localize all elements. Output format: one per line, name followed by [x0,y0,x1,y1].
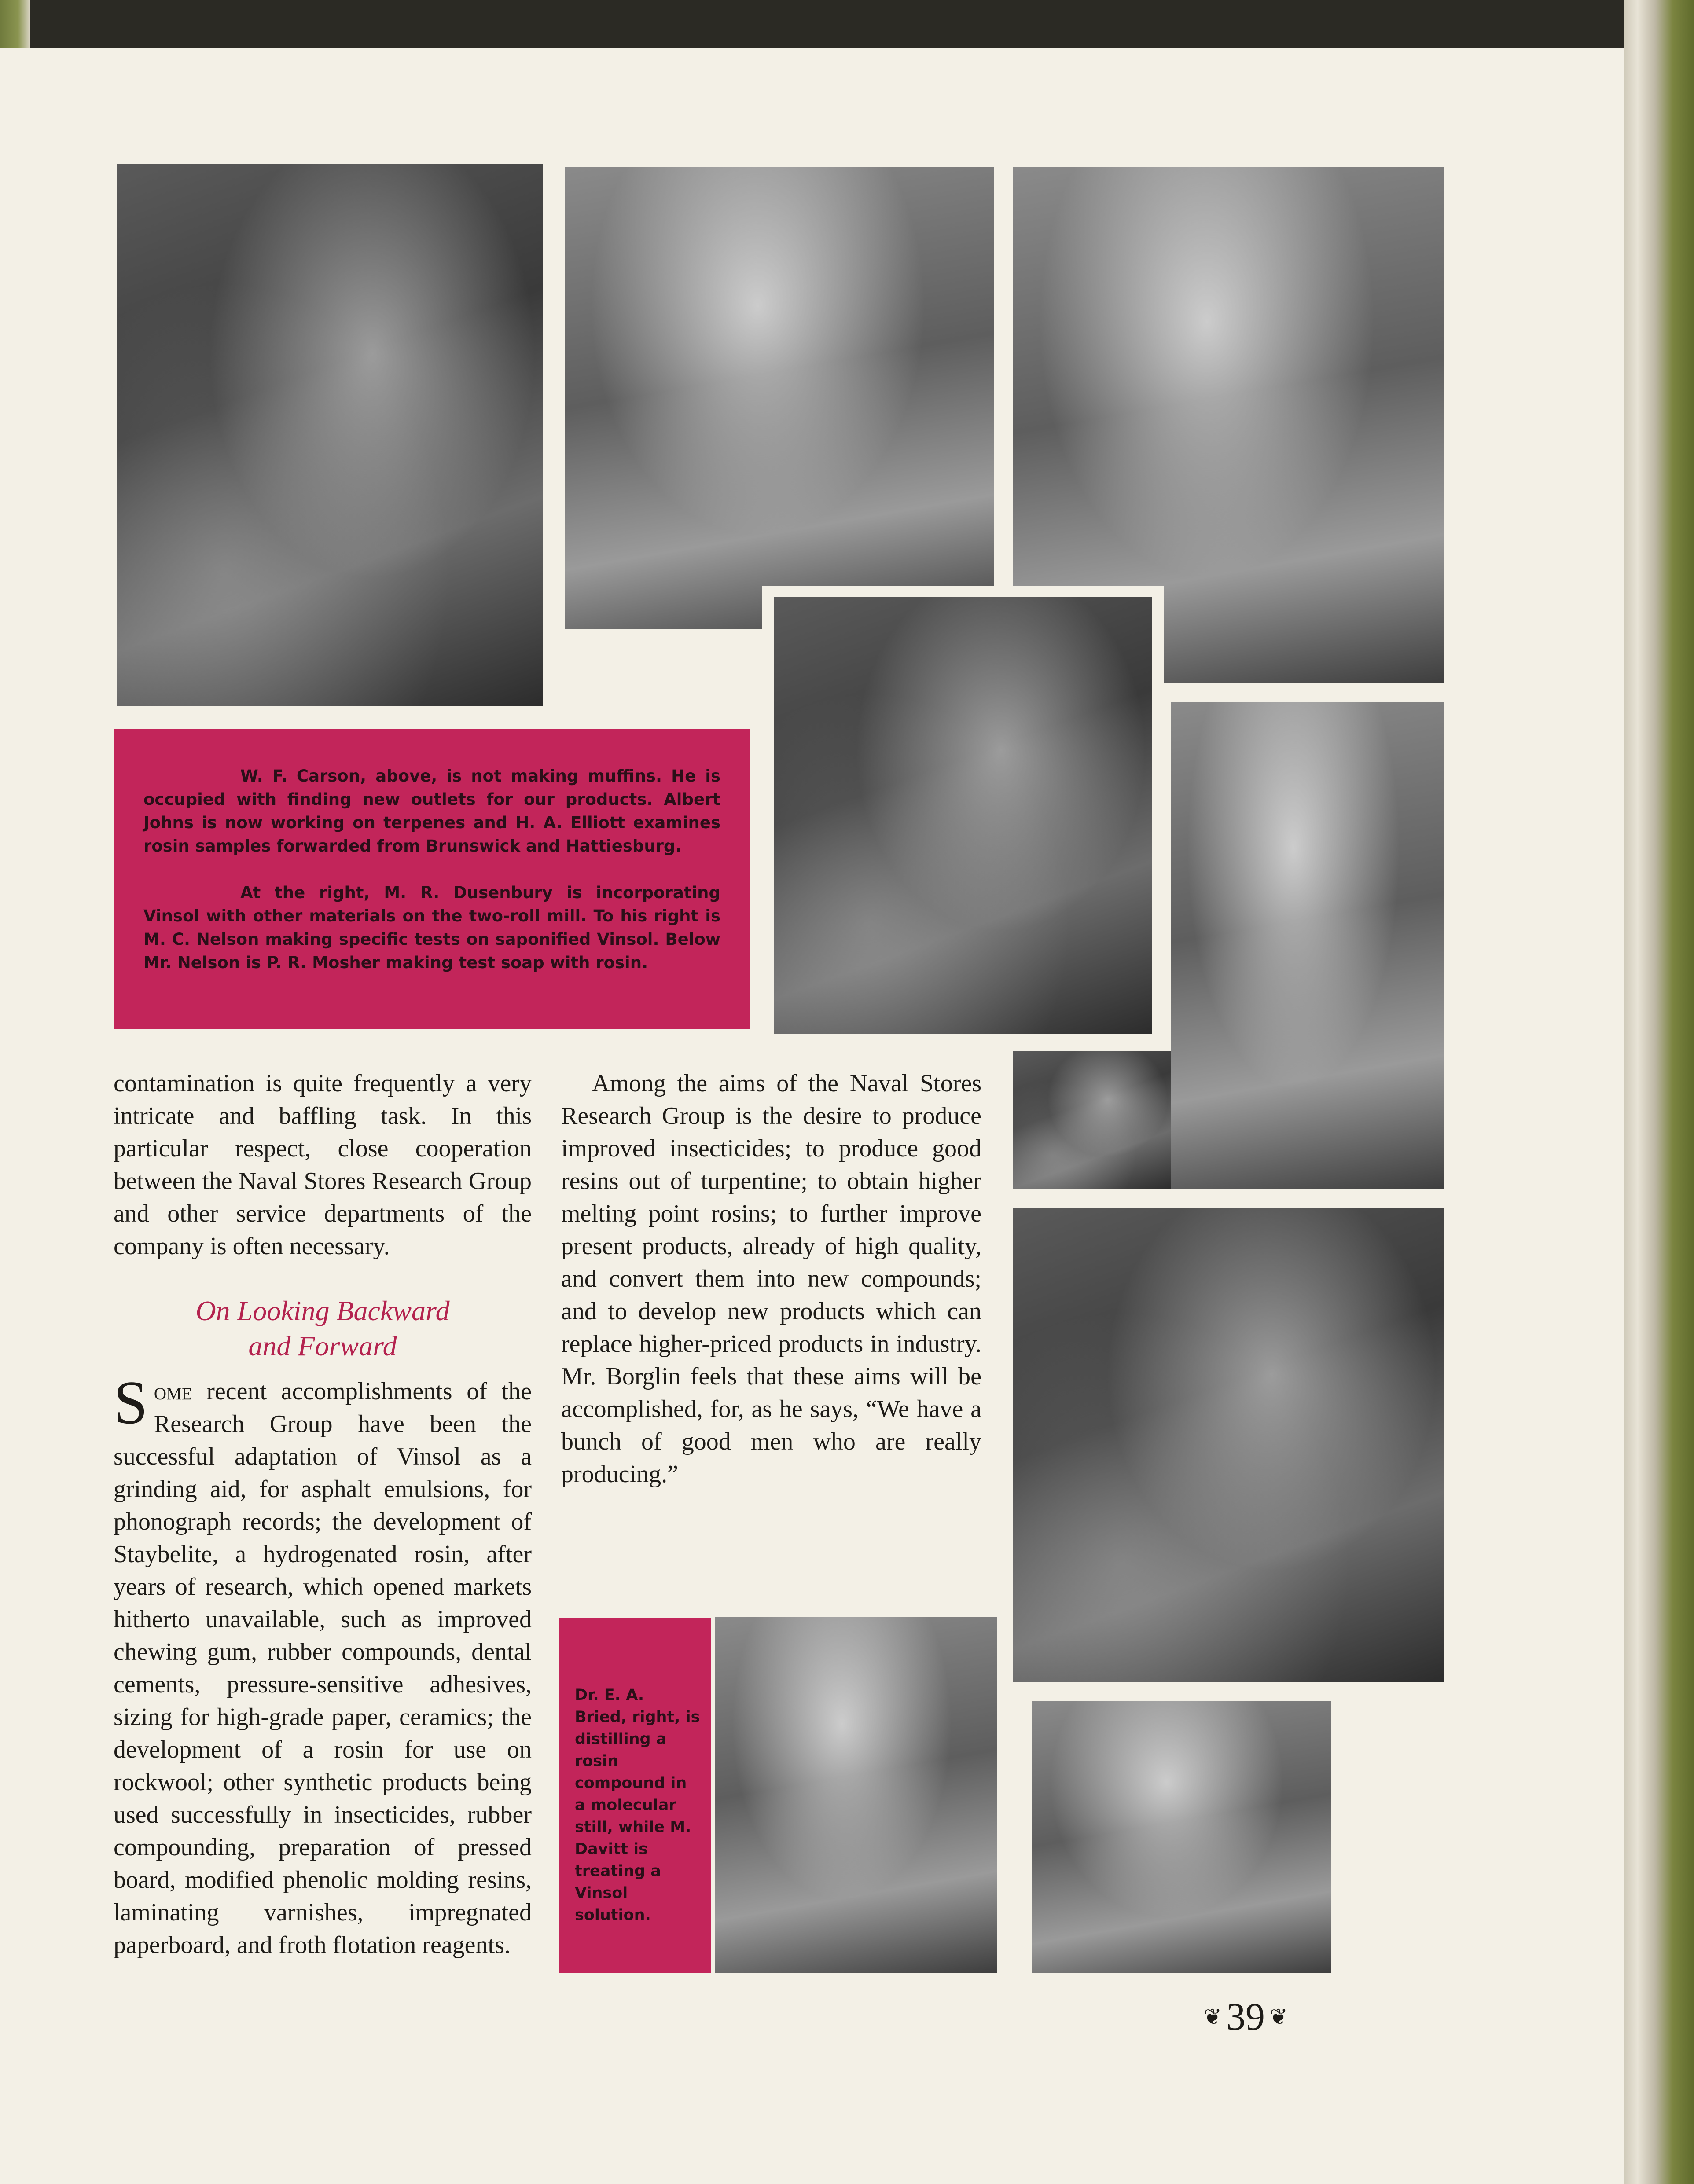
section-heading-line-1: On Looking Backward [195,1295,450,1326]
book-cover-right-edge [1624,0,1694,2184]
drop-cap: S [114,1369,148,1437]
caption-box-bottom [559,1618,711,1973]
caption-box-top [114,729,750,1029]
leaf-ornament-left-icon: ❦ [1203,2004,1222,2029]
photo-johns-glassware [565,167,994,629]
caption-top-paragraph-2: At the right, M. R. Dusenbury is incorporating Vinsol with other materials on the two-roll mill. To his right is M. C. Nelson making specific tests on saponified Vinsol. Below Mr. Nelson is P. R. Mosher making test soap with rosin. [143,883,720,972]
article-body-paragraph [114,1369,532,1961]
article-opening-paragraph: contamination is quite frequently a very intricate and baffling task. In this particular respect, close cooperation between the Naval Stores Research Group and other service departments of the company is often necessary. [114,1070,532,1260]
article-left-column [114,1067,532,1961]
page-number-footer [1175,1993,1316,2041]
section-heading-line-2: and Forward [248,1330,397,1362]
article-right-column [561,1067,981,1490]
caption-top-paragraph-1: W. F. Carson, above, is not making muffins. He is occupied with finding new outlets for our products. Albert Johns is now working on terpenes and H. A. Elliott examines rosin samples forwarded from Brunswick and Hattiesburg. [143,767,720,855]
section-heading [114,1293,532,1364]
photo-dusenbury-two-roll-mill [774,597,1152,1034]
caption-bottom-text: Dr. E. A. Bried, right, is distilling a rosin compound in a molecular still, while M. Davitt is treating a Vinsol solution. [575,1686,700,1924]
article-body-text: recent accomplishments of the Research Group have been the successful adaptation of Vinsol as a grinding aid, for asphalt emulsions, for phonograph records; the development of Staybelite, a hydrogenated rosin, after years of research, which opened markets hitherto unavailable, such as improved chewing gum, rubber compounds, dental cements, pressure-sensitive adhesives, sizing for high-grade paper, ceramics; the development of a rosin for use on rockwool; other synthetic products being used successfully in insecticides, rubber compounding, preparation of pressed board, modified phenolic molding resins, laminating varnishes, impregnated paperboard, and froth flotation reagents. [114,1378,532,1959]
page-number: 39 [1226,1995,1265,2038]
article-aims-paragraph: Among the aims of the Naval Stores Research Group is the desire to produce improved insecticides; to produce good resins out of turpentine; to obtain higher melting point rosins; to further improve present products, already of high quality, and convert them into new compounds; and to develop new products which can replace higher-priced products in industry. Mr. Borglin feels that these aims will be accomplished, for, as he says, “We have a bunch of good men who are really producing.” [561,1070,981,1488]
photo-carson-muffin-tins [117,164,543,706]
leaf-ornament-right-icon: ❦ [1269,2004,1288,2029]
photo-davitt-vinsol-solution [715,1617,997,1973]
photo-nelson-saponified-vinsol [1171,702,1444,1189]
photo-mosher-test-soap [1013,1051,1171,1189]
photo-molecular-still-distillation [1013,1208,1444,1682]
photo-bried-molecular-still [1032,1701,1331,1973]
small-caps-lead: ome [154,1378,192,1405]
